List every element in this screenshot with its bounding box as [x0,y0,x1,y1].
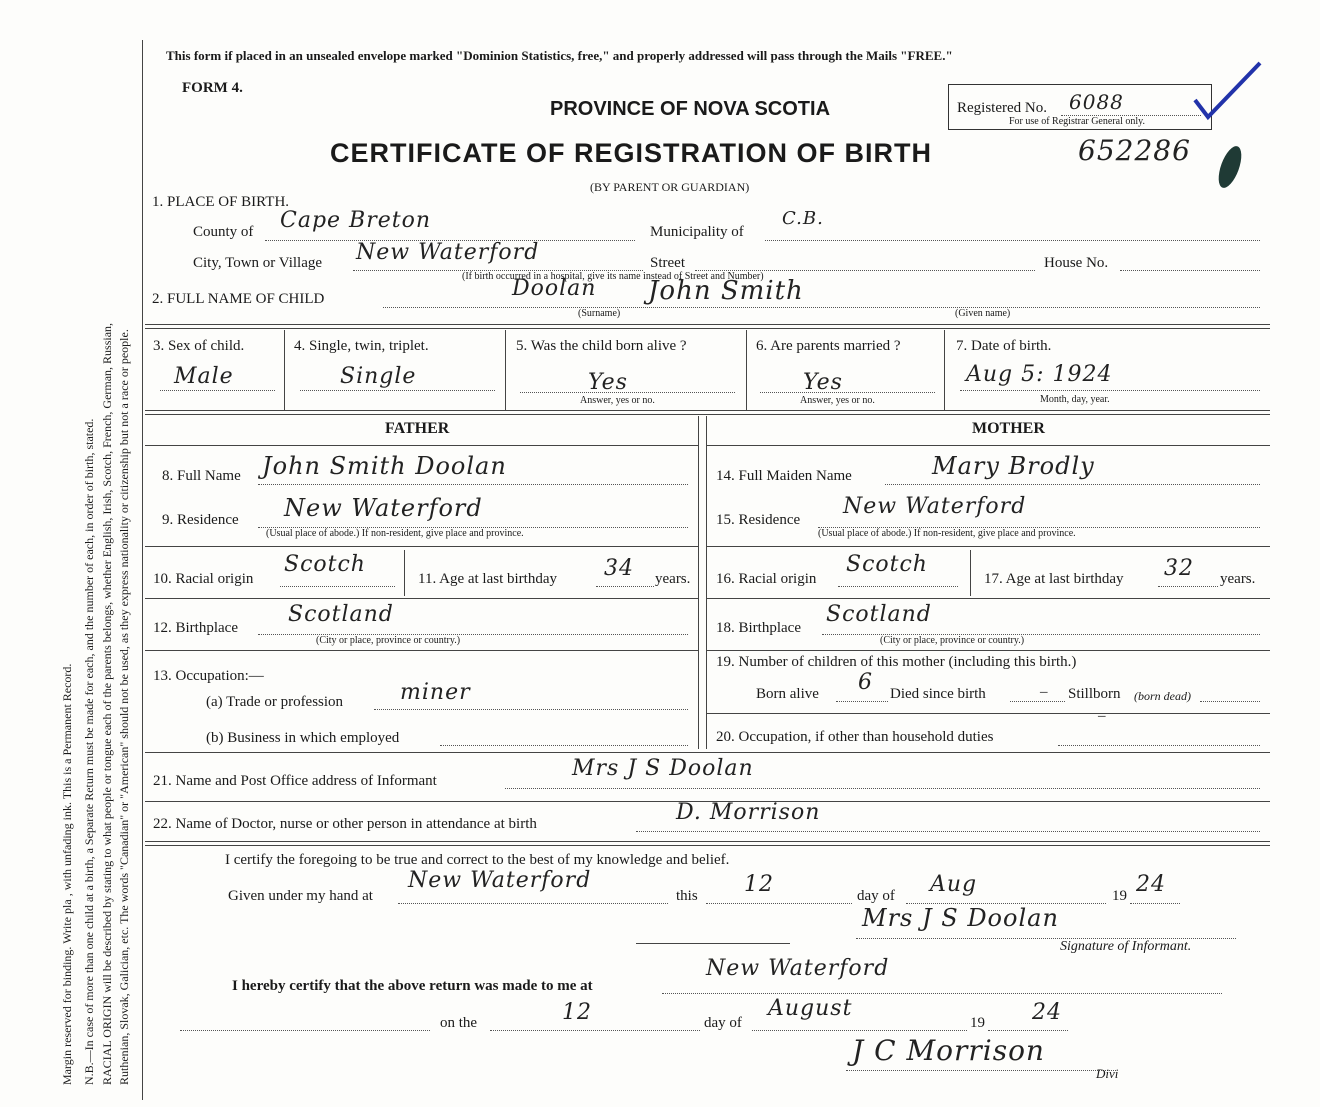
day-value: 12 [744,872,774,897]
on-month-value: August [768,996,853,1021]
father-abode-note: (Usual place of abode.) If non-resident, give place and province. [266,528,524,539]
registrar-note: For use of Registrar General only. [1009,116,1145,127]
surname-note: (Surname) [578,308,621,319]
father-birthplace-label: 12. Birthplace [153,620,238,636]
check-mark-icon [1190,55,1270,125]
county-value: Cape Breton [280,208,432,233]
mother-name-label: 14. Full Maiden Name [716,468,852,484]
margin-racial-note-1: RACIAL ORIGIN will be described by stating to what people or tongue each of the parents belongs, whether English, Irish, Scotch, French, German, Russian, [100,322,114,1085]
year-value: 24 [1136,872,1166,897]
sex-label: 3. Sex of child. [153,338,245,354]
stillborn-label: Stillborn [1068,686,1121,702]
certify-statement: I certify the foregoing to be true and correct to the best of my knowledge and belief. [225,852,730,868]
given-place-value: New Waterford [408,868,592,893]
doctor-value: D. Morrison [676,800,821,825]
father-racial-value: Scotch [284,552,366,577]
municipality-label: Municipality of [650,224,744,240]
mother-birthplace-note: (City or place, province or country.) [880,635,1025,646]
father-occupation-label: 13. Occupation:— [153,668,264,684]
city-value: New Waterford [356,240,540,265]
house-label: House No. [1044,255,1109,271]
given-under-label: Given under my hand at [228,888,373,904]
registrar-signature: J C Morrison [852,1034,1045,1067]
on-year-prefix: 19 [970,1015,985,1031]
alive-answer-note: Answer, yes or no. [580,395,655,406]
on-the-label: on the [440,1015,478,1031]
mother-heading: MOTHER [972,420,1045,437]
mother-racial-value: Scotch [846,552,928,577]
father-age-value: 34 [604,556,634,581]
signature-of-informant-label: Signature of Informant. [1060,939,1192,954]
father-name-label: 8. Full Name [162,468,241,484]
place-of-birth-label: 1. PLACE OF BIRTH. [152,194,290,210]
born-alive-count-label: Born alive [756,686,819,702]
on-day-of-label: day of [704,1015,742,1031]
business-label: (b) Business in which employed [206,730,400,746]
division-label: Divi [1096,1066,1119,1081]
hereby-place-value: New Waterford [706,956,890,981]
province-heading: PROVINCE OF NOVA SCOTIA [550,98,831,120]
certificate-number: 652286 [1078,134,1191,167]
year-prefix: 19 [1112,888,1127,904]
certificate-subtitle: (BY PARENT OR GUARDIAN) [590,180,750,194]
child-name-label: 2. FULL NAME OF CHILD [152,291,325,307]
mother-residence-value: New Waterford [843,494,1027,519]
parents-married-value: Yes [803,370,843,395]
hereby-certify-label: I hereby certify that the above return was made to me at [232,978,593,994]
children-count-label: 19. Number of children of this mother (including this birth.) [716,654,1077,670]
city-label: City, Town or Village [193,255,323,271]
born-alive-count-value: 6 [858,670,873,695]
child-surname-value: Doolan [512,276,597,301]
date-note: Month, day, year. [1040,394,1110,405]
date-of-birth-value: Aug 5: 1924 [966,362,1113,387]
stillborn-note: (born dead) [1134,689,1191,703]
child-given-value: John Smith [648,276,804,306]
father-years-label: years. [655,571,691,587]
on-day-value: 12 [562,1000,592,1025]
died-label: Died since birth [890,686,986,702]
ink-blot-icon [1212,142,1252,192]
form-number: FORM 4. [182,80,243,96]
trade-label: (a) Trade or profession [206,694,344,710]
county-label: County of [193,224,254,240]
registered-label: Registered No. [957,100,1047,116]
this-label: this [676,888,698,904]
margin-binding-note: Margin reserved for binding. Write pla , with unfading ink. This is a Permanent Record. [60,663,74,1085]
mother-residence-label: 15. Residence [716,512,801,528]
father-residence-value: New Waterford [284,494,483,522]
certificate-title: CERTIFICATE OF REGISTRATION OF BIRTH [330,138,932,168]
multiplicity-label: 4. Single, twin, triplet. [294,338,429,354]
mail-notice: This form if placed in an unsealed envelope marked "Dominion Statistics, free," and properly addressed will pass through the Mails "FREE." [166,48,953,63]
mother-occupation-value: – [1098,708,1106,724]
margin-border [142,40,143,1100]
street-label: Street [650,255,685,271]
mother-years-label: years. [1220,571,1256,587]
informant-value: Mrs J S Doolan [572,756,754,781]
mother-birthplace-label: 18. Birthplace [716,620,801,636]
father-birthplace-note: (City or place, province or country.) [316,635,461,646]
mother-birthplace-value: Scotland [826,602,932,627]
mother-abode-note: (Usual place of abode.) If non-resident, give place and province. [818,528,1076,539]
father-racial-label: 10. Racial origin [153,571,254,587]
given-name-note: (Given name) [955,308,1011,319]
day-of-label: day of [857,888,895,904]
date-of-birth-label: 7. Date of birth. [956,338,1052,354]
mother-name-value: Mary Brodly [932,452,1095,480]
father-birthplace-value: Scotland [288,602,394,627]
married-answer-note: Answer, yes or no. [800,395,875,406]
margin-nb-note: N.B.—In case of more than one child at a birth, a Separate Return must be made for each, and the number of each, in order of birth, stated. [82,418,96,1085]
mother-occupation-label: 20. Occupation, if other than household duties [716,729,994,745]
father-residence-label: 9. Residence [162,512,239,528]
sex-value: Male [174,364,234,389]
mother-age-value: 32 [1164,556,1194,581]
doctor-label: 22. Name of Doctor, nurse or other person in attendance at birth [153,816,537,832]
father-name-value: John Smith Doolan [262,452,507,480]
multiplicity-value: Single [340,364,417,389]
father-age-label: 11. Age at last birthday [418,571,557,587]
father-heading: FATHER [385,420,450,437]
trade-value: miner [400,680,471,705]
municipality-value: C.B. [782,208,824,229]
mother-racial-label: 16. Racial origin [716,571,817,587]
parents-married-label: 6. Are parents married ? [756,338,901,354]
month-value: Aug [930,872,978,897]
died-value: – [1040,684,1048,700]
mother-age-label: 17. Age at last birthday [984,571,1124,587]
born-alive-value: Yes [588,370,628,395]
born-alive-label: 5. Was the child born alive ? [516,338,687,354]
on-year-value: 24 [1032,1000,1062,1025]
hospital-note: (If birth occurred in a hospital, give its name instead of Street and Number) [462,271,764,282]
registered-box [948,84,1212,130]
informant-label: 21. Name and Post Office address of Informant [153,773,437,789]
registered-value: 6088 [1069,90,1124,114]
margin-racial-note-2: Ruthenian, Slovak, Galician, etc. The words "Canadian" or "American" should not be used, as they express nationality or citizenship but not a race or people. [117,329,131,1085]
informant-signature: Mrs J S Doolan [862,904,1059,932]
